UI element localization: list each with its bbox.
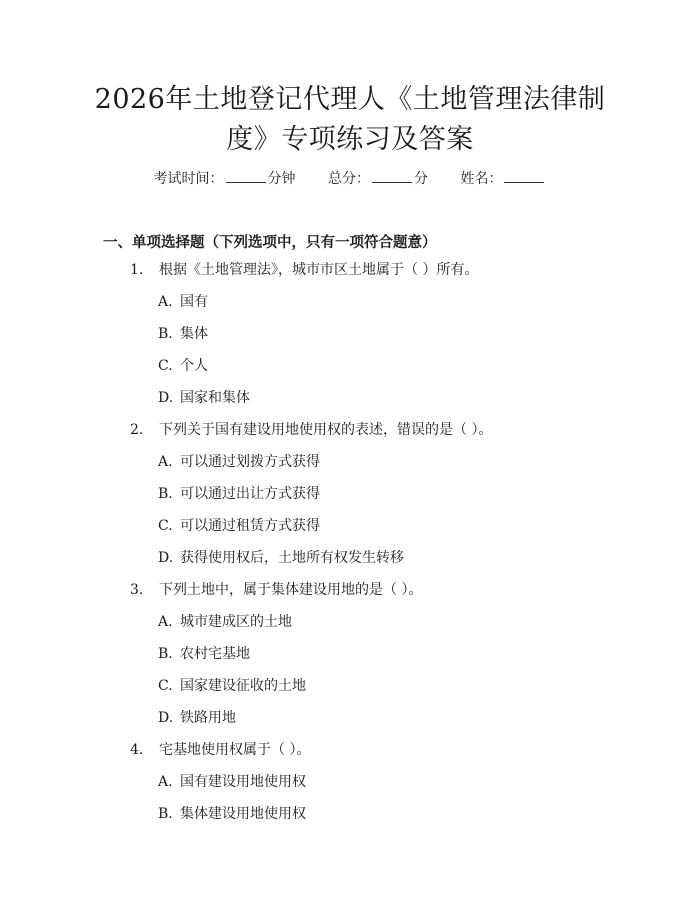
option-text: 城市建成区的土地 bbox=[180, 614, 292, 630]
option-text: 集体 bbox=[180, 326, 208, 342]
option-text: 个人 bbox=[180, 358, 208, 374]
option-letter: D. bbox=[158, 390, 174, 406]
question-stem bbox=[0, 260, 700, 292]
answer-option bbox=[0, 452, 700, 484]
answer-option bbox=[0, 772, 700, 804]
option-letter: C. bbox=[158, 358, 173, 374]
exam-time-blank bbox=[226, 170, 266, 183]
answer-option bbox=[0, 548, 700, 580]
option-text: 可以通过出让方式获得 bbox=[180, 486, 320, 502]
option-letter: C. bbox=[158, 678, 173, 694]
option-text: 集体建设用地使用权 bbox=[180, 806, 306, 822]
question-text: 下列土地中，属于集体建设用地的是（ ）。 bbox=[159, 582, 423, 598]
option-letter: A. bbox=[158, 774, 173, 790]
answer-option bbox=[0, 356, 700, 388]
answer-option bbox=[0, 676, 700, 708]
answer-option bbox=[0, 484, 700, 516]
option-text: 国有建设用地使用权 bbox=[180, 774, 306, 790]
option-letter: A. bbox=[158, 614, 173, 630]
option-letter: A. bbox=[158, 294, 173, 310]
option-letter: A. bbox=[158, 454, 173, 470]
option-letter: C. bbox=[158, 518, 173, 534]
option-letter: B. bbox=[158, 646, 173, 662]
option-text: 铁路用地 bbox=[180, 710, 236, 726]
question-text: 根据《土地管理法》，城市市区土地属于（ ）所有。 bbox=[159, 262, 479, 278]
exam-time-label: 考试时间： bbox=[153, 171, 224, 187]
exam-time-unit: 分钟 bbox=[267, 171, 296, 187]
question-list bbox=[0, 260, 700, 836]
option-text: 国家建设征收的土地 bbox=[180, 678, 306, 694]
option-letter: B. bbox=[158, 486, 173, 502]
question-text: 下列关于国有建设用地使用权的表述，错误的是（ ）。 bbox=[159, 422, 493, 438]
answer-option bbox=[0, 388, 700, 420]
option-text: 国有 bbox=[180, 294, 208, 310]
question-number: 2. bbox=[130, 422, 144, 438]
question-number: 4. bbox=[130, 742, 144, 758]
answer-option bbox=[0, 708, 700, 740]
question-number: 3. bbox=[130, 582, 144, 598]
option-text: 可以通过划拨方式获得 bbox=[180, 454, 320, 470]
question-stem bbox=[0, 580, 700, 612]
option-text: 农村宅基地 bbox=[180, 646, 250, 662]
answer-option bbox=[0, 644, 700, 676]
answer-option bbox=[0, 612, 700, 644]
option-letter: B. bbox=[158, 806, 173, 822]
title-line-1: 2026年土地登记代理人《土地管理法律制 bbox=[94, 84, 606, 115]
total-score-field bbox=[328, 168, 428, 188]
name-field bbox=[460, 168, 546, 188]
question-stem bbox=[0, 740, 700, 772]
title-line-2: 度》专项练习及答案 bbox=[226, 124, 474, 155]
option-letter: D. bbox=[158, 710, 174, 726]
answer-option bbox=[0, 804, 700, 836]
answer-option bbox=[0, 516, 700, 548]
exam-info-line bbox=[0, 168, 700, 188]
exam-time-field bbox=[154, 168, 296, 188]
answer-option bbox=[0, 324, 700, 356]
option-text: 国家和集体 bbox=[180, 390, 250, 406]
total-score-blank bbox=[372, 170, 412, 183]
answer-option bbox=[0, 292, 700, 324]
option-letter: B. bbox=[158, 326, 173, 342]
option-text: 可以通过租赁方式获得 bbox=[180, 518, 320, 534]
option-text: 获得使用权后，土地所有权发生转移 bbox=[180, 550, 404, 566]
name-blank bbox=[504, 170, 544, 183]
question-text: 宅基地使用权属于（ ）。 bbox=[159, 742, 311, 758]
question-stem bbox=[0, 420, 700, 452]
total-score-unit: 分 bbox=[414, 171, 428, 187]
option-letter: D. bbox=[158, 550, 174, 566]
total-score-label: 总分： bbox=[328, 171, 370, 187]
document-title bbox=[90, 80, 610, 160]
question-number: 1. bbox=[130, 262, 144, 278]
section-heading: 一、单项选择题（下列选项中，只有一项符合题意） bbox=[103, 234, 437, 251]
name-label: 姓名： bbox=[460, 171, 503, 187]
